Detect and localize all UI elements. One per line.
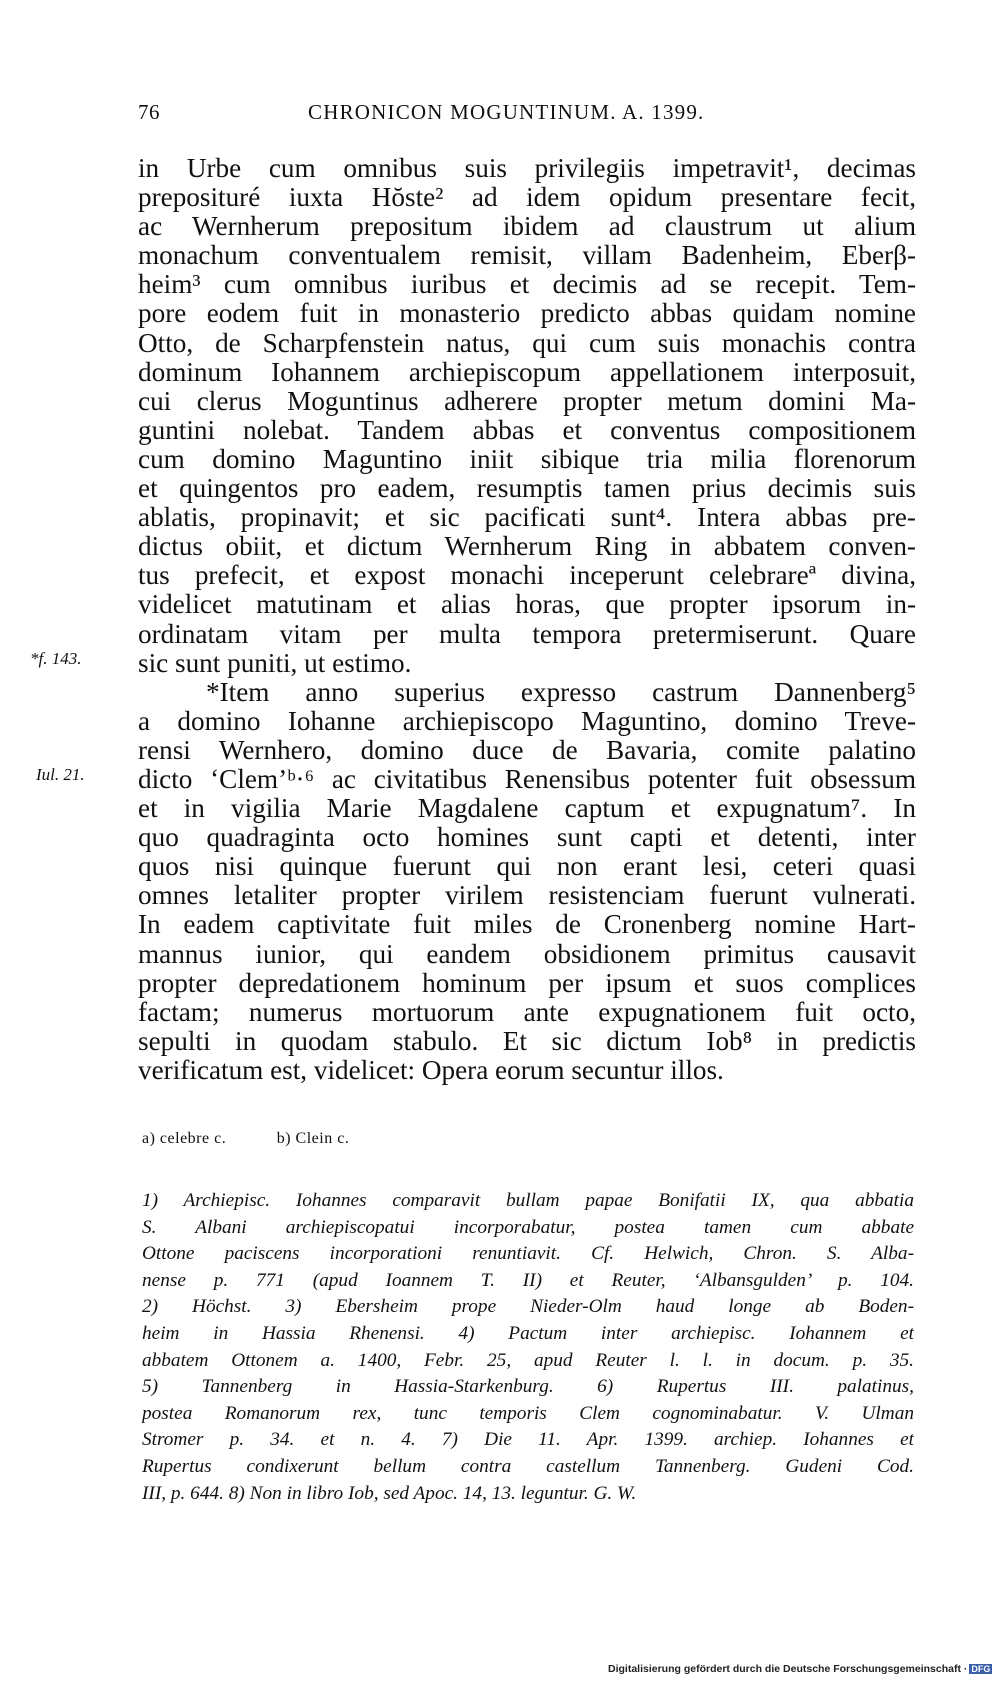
text-line: dicto ‘Clem’ᵇ·⁶ ac civitatibus Renensibus potenter fuit obsessum [138, 764, 916, 794]
text-line: tus prefecit, et expost monachi inceperunt celebrareª divina, [138, 561, 916, 591]
running-title: CHRONICON MOGUNTINUM. A. 1399. [308, 100, 705, 124]
text-line: ablatis, propinavit; et sic pacificati sunt⁴. Intera abbas pre- [138, 503, 916, 533]
text-line: cui clerus Moguntinus adherere propter metum domini Ma- [138, 386, 916, 416]
footnote-line: 5) Tannenberg in Hassia-Starkenburg. 6) Rupertus III. palatinus, [142, 1376, 914, 1398]
text-line: omnes letaliter propter virilem resistenciam fuerunt vulnerati. [138, 881, 916, 911]
footnote-line: nense p. 771 (apud Ioannem T. II) et Reuter, ‘Albansgulden’ p. 104. [142, 1269, 914, 1291]
text-line: pore eodem fuit in monasterio predicto abbas quidam nomine [138, 299, 916, 329]
text-line: sepulti in quodam stabulo. Et sic dictum Iob⁸ in predictis [138, 1026, 916, 1056]
text-line: propter depredationem hominum per ipsum et suos complices [138, 968, 916, 998]
text-line: factam; numerus mortuorum ante expugnationem fuit octo, [138, 997, 916, 1027]
main-text [138, 154, 916, 1085]
footnote-line: 2) Höchst. 3) Ebersheim prope Nieder-Olm haud longe ab Boden- [142, 1296, 914, 1318]
text-line: sic sunt puniti, ut estimo. [138, 648, 412, 678]
text-line: cum domino Maguntino iniit sibique tria milia florenorum [138, 444, 916, 474]
footnote-line: Rupertus condixerunt bellum contra castellum Tannenberg. Gudeni Cod. [142, 1455, 914, 1477]
footnote-line: postea Romanorum rex, tunc temporis Clem cognominabatur. V. Ulman [142, 1402, 914, 1424]
text-line: preposituré iuxta Hŏste² ad idem opidum presentare fecit, [138, 183, 916, 213]
footnote-line: 1) Archiepisc. Iohannes comparavit bullam papae Bonifatii IX, qua abbatia [142, 1190, 914, 1211]
footnote-line: heim in Hassia Rhenensi. 4) Pactum inter archiepisc. Iohannem et [142, 1322, 914, 1344]
text-line: ac Wernherum prepositum ibidem ad claustrum ut alium [138, 212, 916, 242]
text-line: quo quadraginta octo homines sunt capti et detenti, inter [138, 823, 916, 853]
variant-note: b) Clein c. [276, 1130, 350, 1147]
footnote-line: S. Albani archiepiscopatui incorporabatur, postea tamen cum abbate [142, 1216, 914, 1238]
text-line: et quingentos pro eadem, resumptis tamen prius decimis suis [138, 474, 916, 504]
text-line: videlicet matutinam et alias horas, que propter ipsorum in- [138, 590, 916, 620]
text-line: Otto, de Scharpfenstein natus, qui cum suis monachis contra [138, 328, 916, 358]
variant-notes [142, 1130, 395, 1148]
text-line: heim³ cum omnibus iuribus et decimis ad se recepit. Tem- [138, 270, 916, 300]
digitization-footer [608, 1663, 992, 1675]
text-line: monachum conventualem remisit, villam Badenheim, Eberβ- [138, 241, 916, 271]
margin-note-date: Iul. 21. [36, 765, 85, 784]
dfg-logo: DFG [971, 1664, 991, 1674]
footnotes [142, 1188, 914, 1507]
text-line: In eadem captivitate fuit miles de Cronenberg nomine Hart- [138, 910, 916, 940]
footnote-line: abbatem Ottonem a. 1400, Febr. 25, apud Reuter l. l. in docum. p. 35. [142, 1349, 914, 1371]
text-line: guntini nolebat. Tandem abbas et conventus compositionem [138, 415, 916, 445]
text-line: verificatum est, videlicet: Opera eorum secuntur illos. [138, 1055, 724, 1085]
footer-text: Digitalisierung gefördert durch die Deutsche Forschungsgemeinschaft · [608, 1663, 968, 1675]
text-line: a domino Iohanne archiepiscopo Maguntino, domino Treve- [138, 706, 916, 736]
footnote-line: Stromer p. 34. et n. 4. 7) Die 11. Apr. 1399. archiep. Iohannes et [142, 1429, 914, 1451]
text-line: mannus iunior, qui eandem obsidionem primitus causavit [138, 939, 916, 969]
footnote-line: III, p. 644. 8) Non in libro Iob, sed Apoc. 14, 13. leguntur. G. W. [142, 1482, 637, 1504]
text-line: dominum Iohannem archiepiscopum appellationem interposuit, [138, 357, 916, 387]
variant-note: a) celebre c. [142, 1130, 227, 1147]
page-header [138, 100, 918, 130]
text-line: et in vigilia Marie Magdalene captum et expugnatum⁷. In [138, 794, 916, 824]
text-line: *Item anno superius expresso castrum Dannenberg⁵ [206, 677, 916, 707]
text-line: in Urbe cum omnibus suis privilegiis impetravit¹, decimas [138, 154, 916, 183]
text-line: ordinatam vitam per multa tempora pretermiserunt. Quare [138, 619, 916, 649]
text-line: quos nisi quinque fuerunt qui non erant lesi, ceteri quasi [138, 852, 916, 882]
page-number: 76 [138, 100, 160, 124]
text-line: rensi Wernhero, domino duce de Bavaria, comite palatino [138, 735, 916, 765]
text-line: dictus obiit, et dictum Wernherum Ring in abbatem conven- [138, 532, 916, 562]
footnote-line: Ottone paciscens incorporationi renuntiavit. Cf. Helwich, Chron. S. Alba- [142, 1243, 914, 1265]
margin-note-folio: *f. 143. [30, 649, 82, 668]
